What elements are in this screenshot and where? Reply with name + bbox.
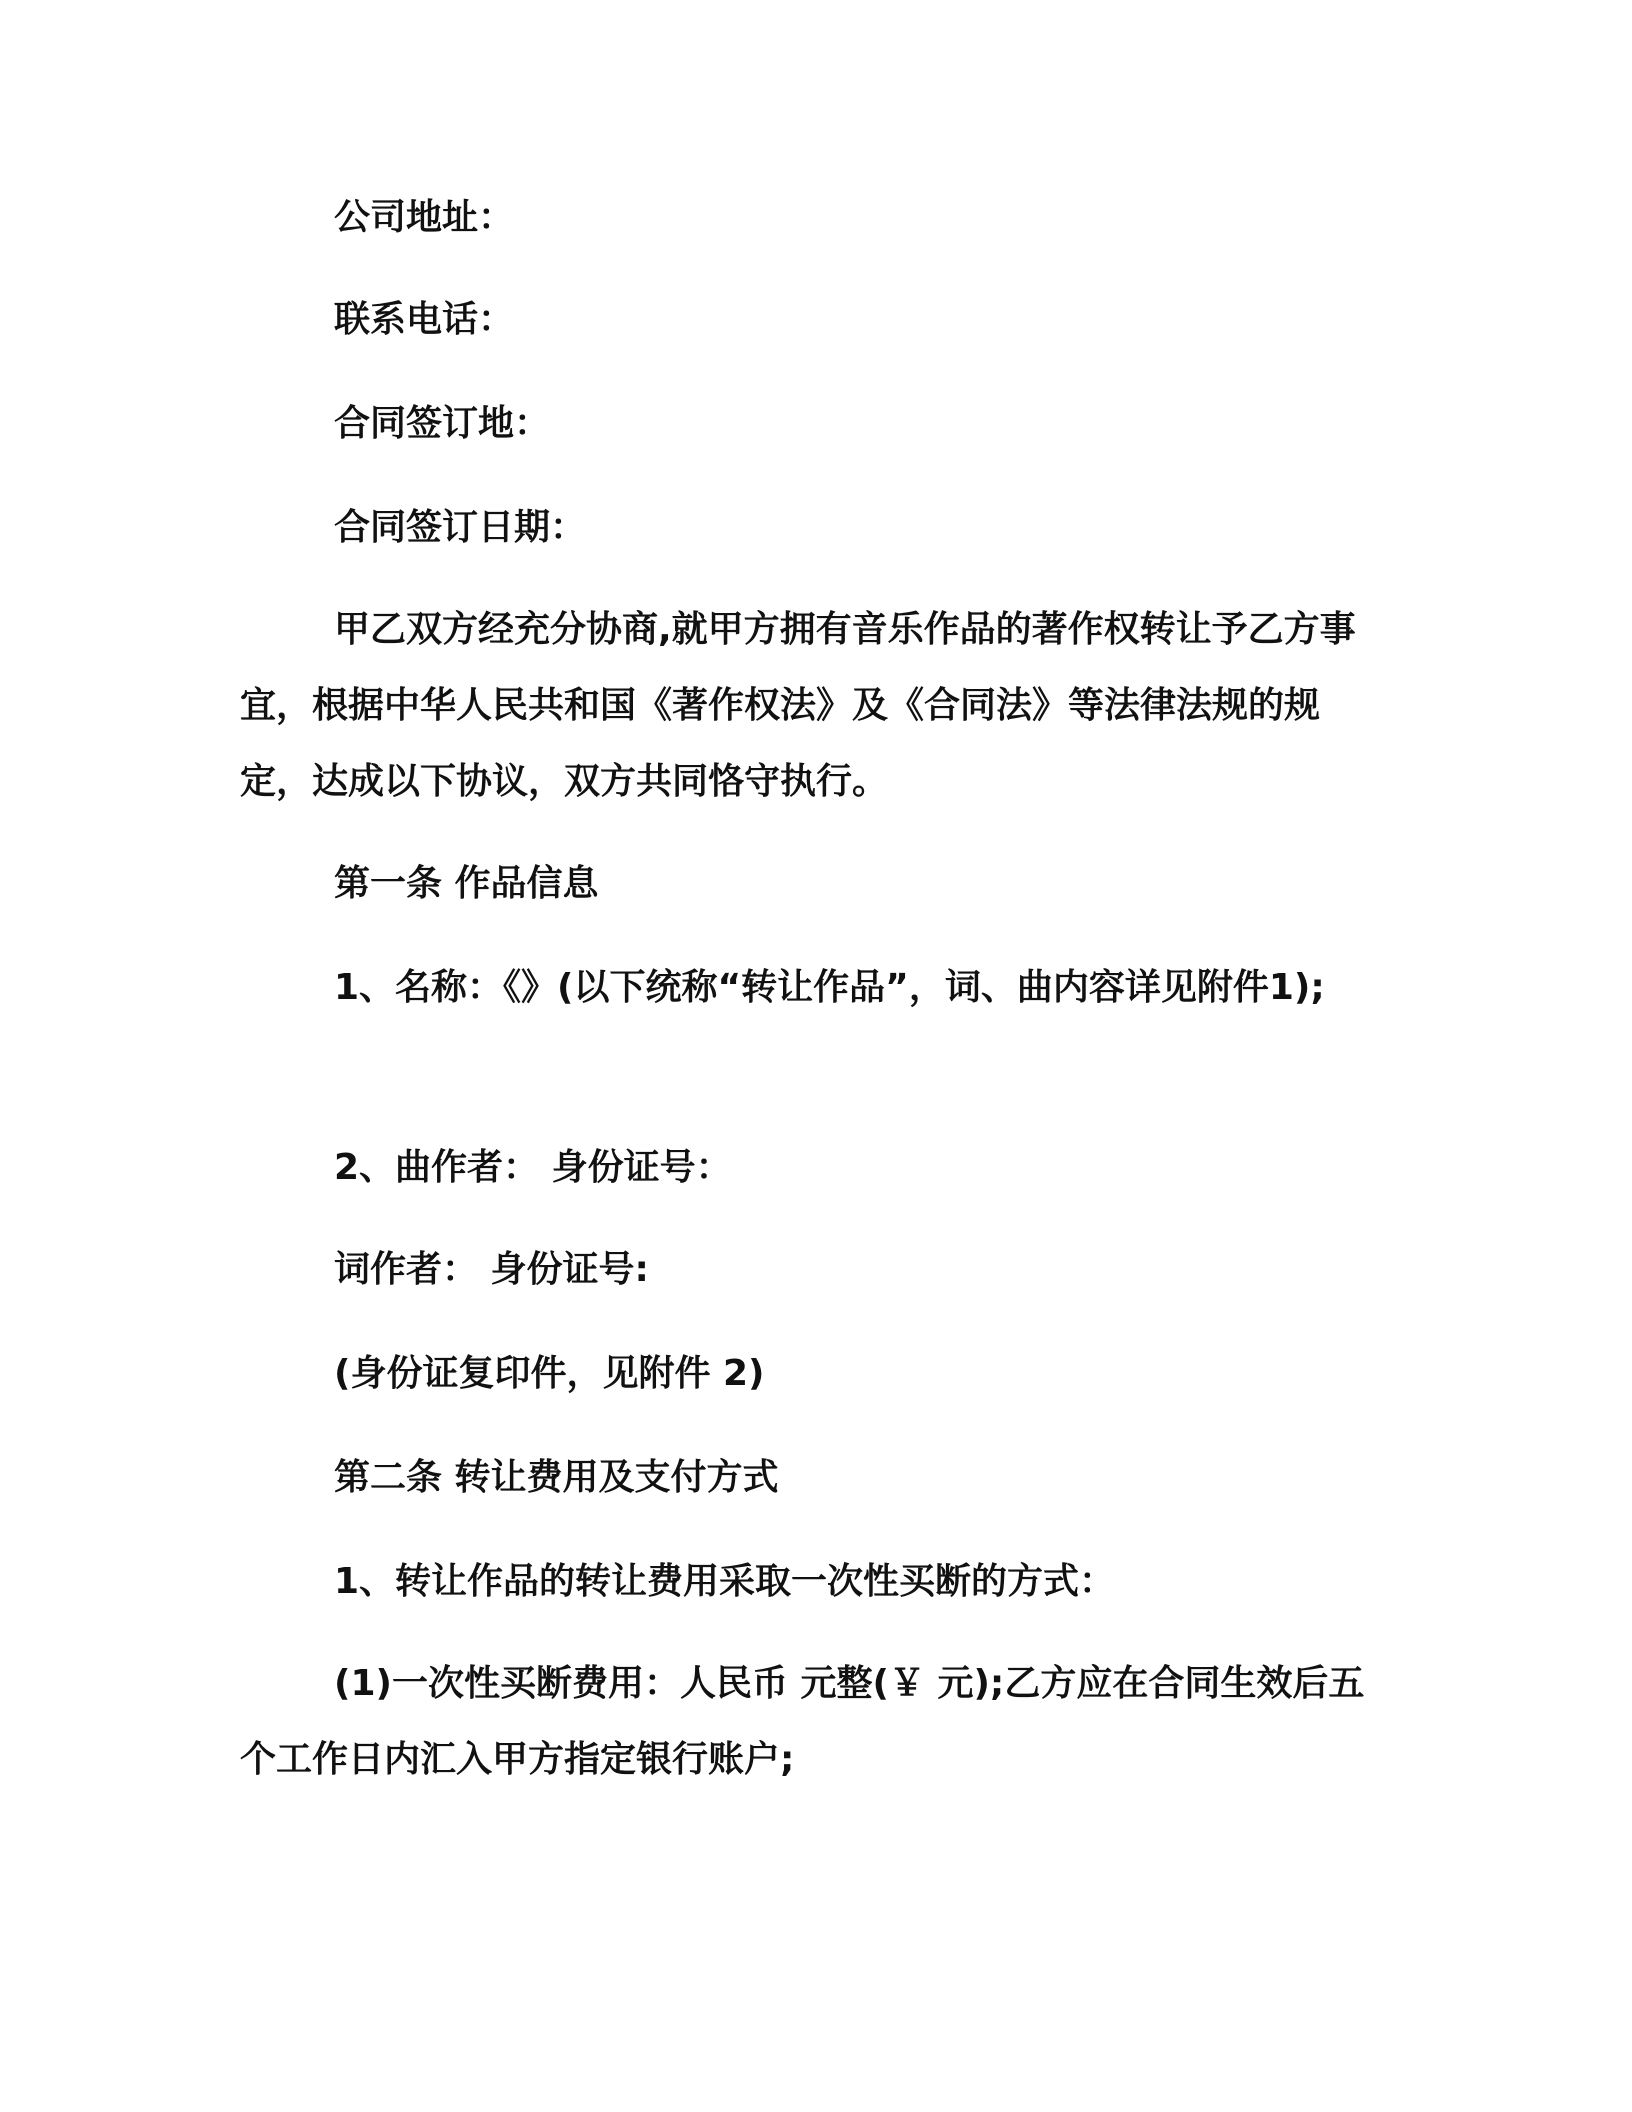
item-1-name: 1、名称：《》(以下统称“转让作品”，词、曲内容详见附件1); bbox=[334, 967, 1325, 1008]
id-copy-note: (身份证复印件，见附件 2) bbox=[334, 1353, 765, 1394]
fee-sub-item-1: (1)一次性买断费用：人民币 元整(￥ 元);乙方应在合同生效后五个工作日内汇入甲方指定银行账户; bbox=[240, 1663, 1365, 1780]
company-address-line: 公司地址： bbox=[334, 197, 515, 238]
article-2-title: 第二条 转让费用及支付方式 bbox=[334, 1457, 779, 1498]
article-1-title: 第一条 作品信息 bbox=[334, 863, 599, 904]
preamble-paragraph: 甲乙双方经充分协商,就甲方拥有音乐作品的著作权转让予乙方事宜，根据中华人民共和国《著作权法》及《合同法》等法律法规的规定，达成以下协议，双方共同恪守执行。 bbox=[240, 609, 1356, 802]
fee-item-1: 1、转让作品的转让费用采取一次性买断的方式： bbox=[334, 1561, 1116, 1602]
sign-date-line: 合同签订日期： bbox=[334, 507, 587, 548]
item-2-composer: 2、曲作者： 身份证号： bbox=[334, 1147, 732, 1188]
sign-place-line: 合同签订地： bbox=[334, 403, 551, 444]
contact-phone-line: 联系电话： bbox=[334, 299, 515, 340]
lyricist-line: 词作者： 身份证号: bbox=[334, 1249, 649, 1290]
